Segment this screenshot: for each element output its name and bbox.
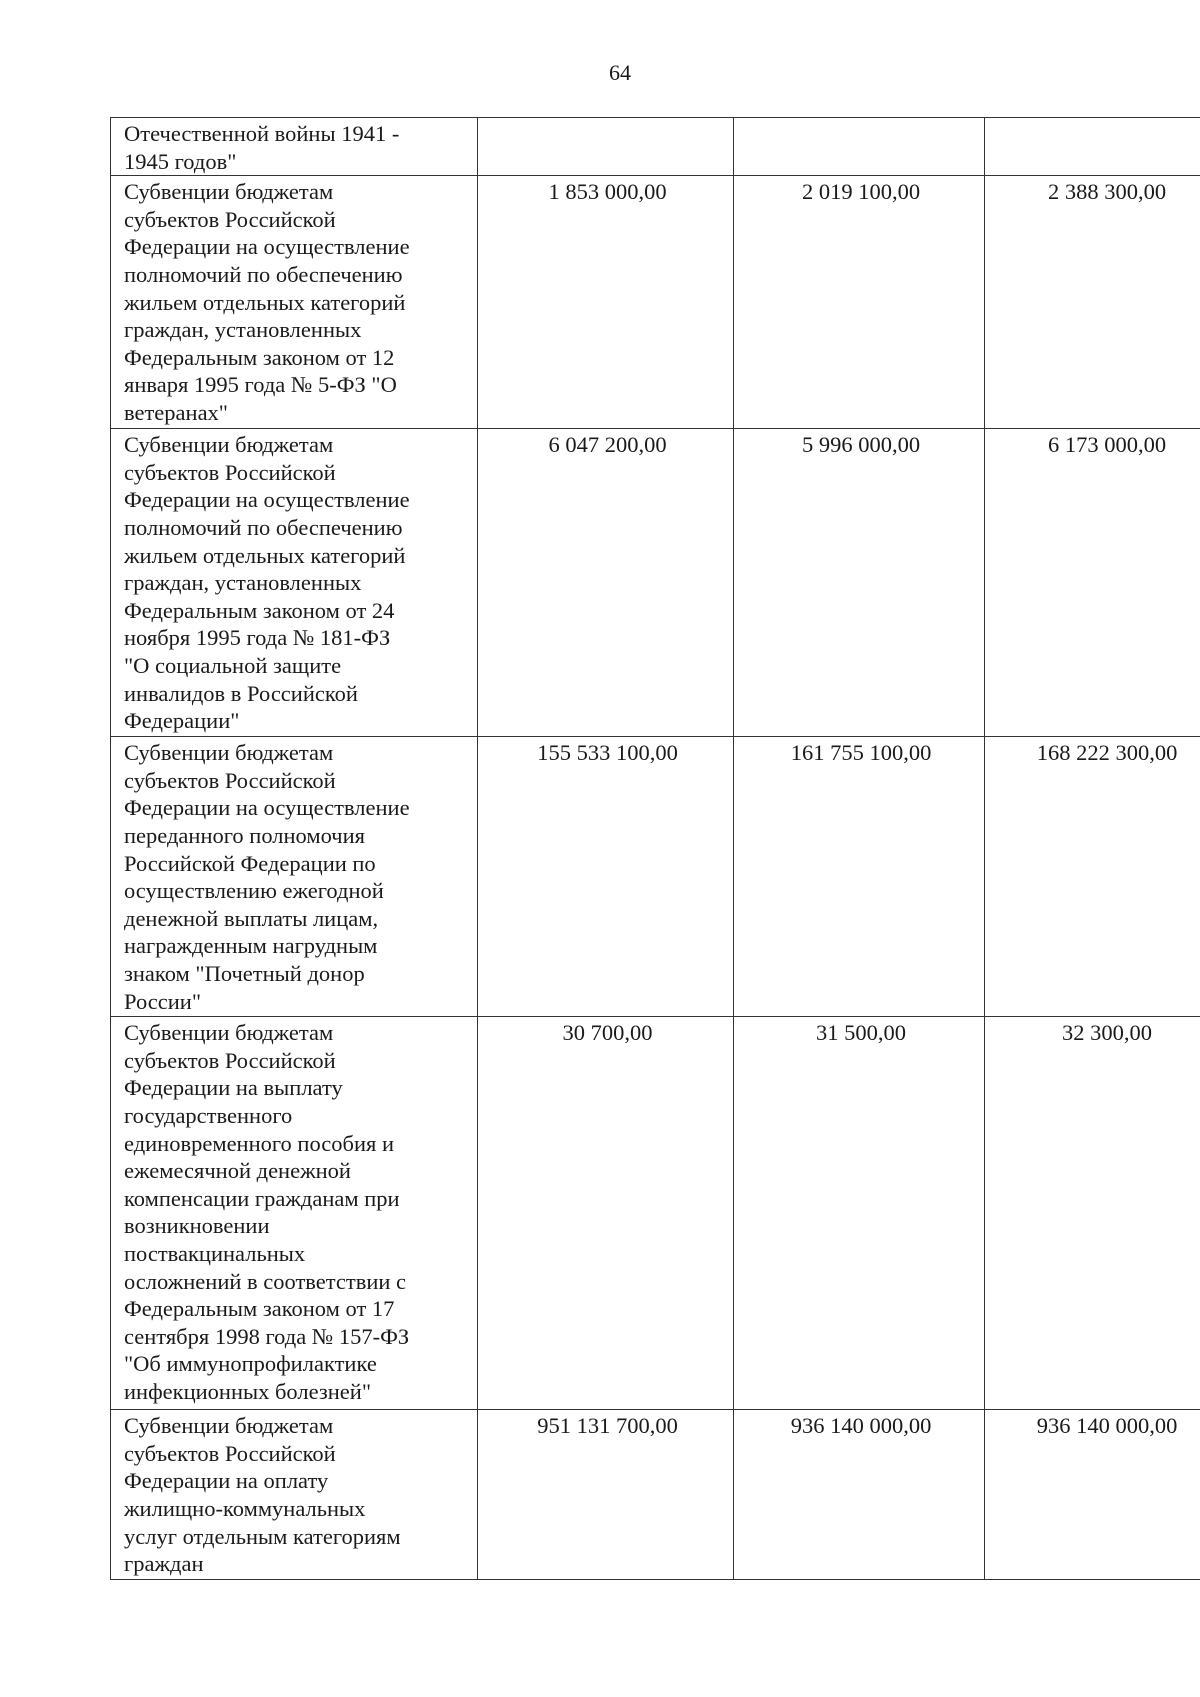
row-description: Субвенции бюджетам субъектов Российской Федерации на оплату жилищно-коммунальных услуг отдельным категориям граждан [111, 1410, 478, 1580]
table-row [111, 118, 1200, 176]
value-cell [478, 118, 734, 176]
value-cell [734, 118, 985, 176]
row-description: Отечественной войны 1941 - 1945 годов" [111, 118, 478, 176]
row-description: Субвенции бюджетам субъектов Российской Федерации на осуществление переданного полномочия Российской Федерации по осуществлению ежегодной денежной выплаты лицам, награжденным нагрудным знаком "Почетный донор России" [111, 737, 478, 1017]
value-cell: 936 140 000,00 [734, 1410, 985, 1580]
row-description: Субвенции бюджетам субъектов Российской Федерации на осуществление полномочий по обеспечению жильем отдельных категорий граждан, установленных Федеральным законом от 12 января 1995 года № 5-ФЗ "О ветеранах" [111, 176, 478, 429]
value-cell: 951 131 700,00 [478, 1410, 734, 1580]
budget-table [110, 117, 1200, 1580]
value-cell: 5 996 000,00 [734, 429, 985, 737]
value-cell: 30 700,00 [478, 1017, 734, 1410]
value-cell: 155 533 100,00 [478, 737, 734, 1017]
value-cell: 168 222 300,00 [985, 737, 1200, 1017]
table-row [111, 737, 1200, 1017]
page-number: 64 [609, 60, 631, 85]
value-cell: 2 019 100,00 [734, 176, 985, 429]
table-row [111, 429, 1200, 737]
table-row [111, 176, 1200, 429]
value-cell: 2 388 300,00 [985, 176, 1200, 429]
value-cell: 31 500,00 [734, 1017, 985, 1410]
table-row [111, 1410, 1200, 1580]
value-cell: 6 173 000,00 [985, 429, 1200, 737]
row-description: Субвенции бюджетам субъектов Российской Федерации на выплату государственного единовременного пособия и ежемесячной денежной компенсации гражданам при возникновении поствакцинальных осложнений в соответствии с Федеральным законом от 17 сентября 1998 года № 157-ФЗ "Об иммунопрофилактике инфекционных болезней" [111, 1017, 478, 1410]
value-cell: 1 853 000,00 [478, 176, 734, 429]
value-cell [985, 118, 1200, 176]
value-cell: 161 755 100,00 [734, 737, 985, 1017]
value-cell: 32 300,00 [985, 1017, 1200, 1410]
row-description: Субвенции бюджетам субъектов Российской Федерации на осуществление полномочий по обеспечению жильем отдельных категорий граждан, установленных Федеральным законом от 24 ноября 1995 года № 181-ФЗ "О социальной защите инвалидов в Российской Федерации" [111, 429, 478, 737]
table-row [111, 1017, 1200, 1410]
value-cell: 936 140 000,00 [985, 1410, 1200, 1580]
value-cell: 6 047 200,00 [478, 429, 734, 737]
